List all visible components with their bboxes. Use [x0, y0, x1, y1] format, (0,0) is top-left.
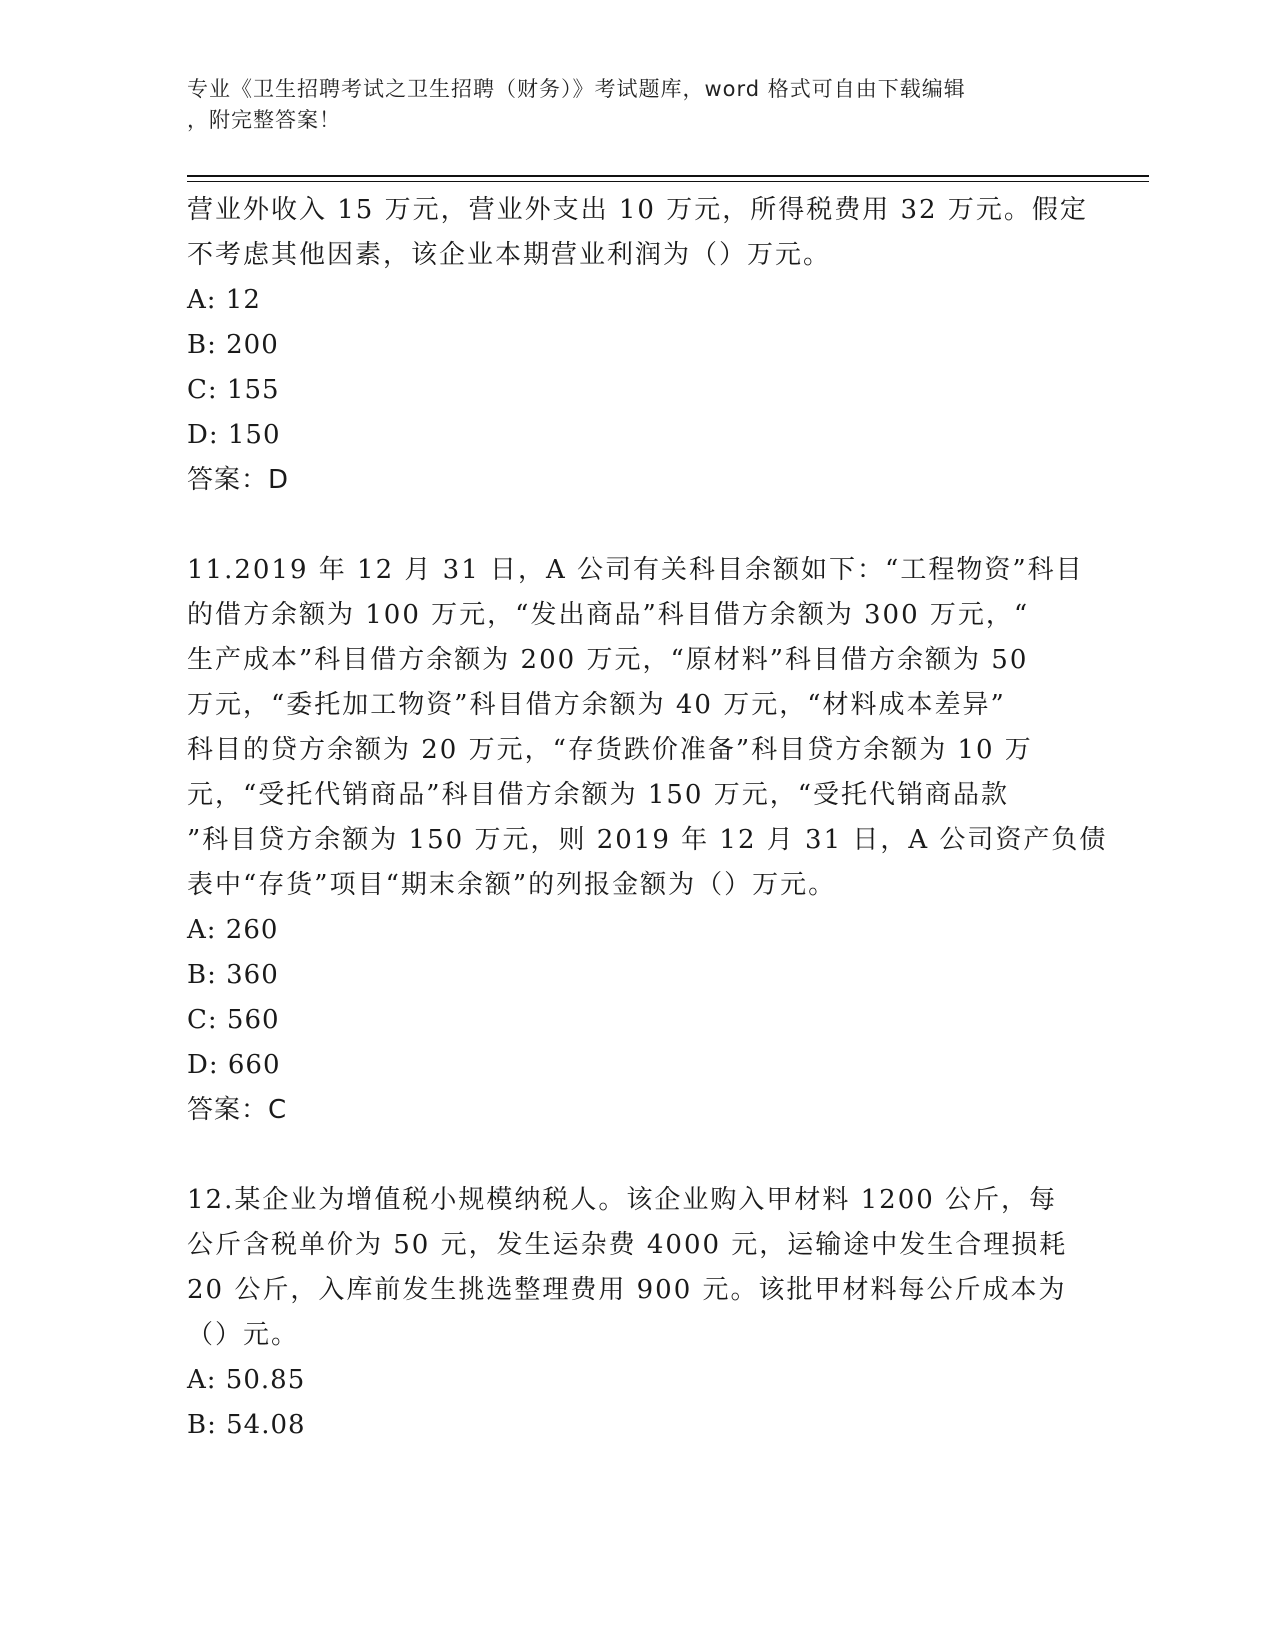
question-text-line: 11.2019 年 12 月 31 日，A 公司有关科目余额如下：“工程物资”科目: [187, 555, 1084, 585]
option-a: A: 50.85: [187, 1365, 306, 1395]
answer-label: 答案：C: [187, 1095, 288, 1125]
question-text-line: 公斤含税单价为 50 元，发生运杂费 4000 元，运输途中发生合理损耗: [187, 1230, 1068, 1260]
question-12: [187, 1178, 1067, 1448]
option-d: D: 150: [187, 420, 281, 450]
option-b: B: 360: [187, 960, 279, 990]
question-text-line: 科目的贷方余额为 20 万元，“存货跌价准备”科目贷方余额为 10 万: [187, 735, 1033, 765]
option-a: A: 260: [187, 915, 279, 945]
spacer: [187, 1133, 1067, 1178]
document-header: [187, 74, 1067, 136]
question-text-line: 表中“存货”项目“期末余额”的列报金额为（）万元。: [187, 870, 837, 900]
question-text-line: ”科目贷方余额为 150 万元，则 2019 年 12 月 31 日，A 公司资产负债: [187, 825, 1108, 855]
question-text-line: （）元。: [187, 1320, 300, 1350]
question-text-line: 营业外收入 15 万元，营业外支出 10 万元，所得税费用 32 万元。假定: [187, 195, 1088, 225]
option-b: B: 200: [187, 330, 279, 360]
question-11: [187, 548, 1108, 1133]
question-text-line: 20 公斤，入库前发生挑选整理费用 900 元。该批甲材料每公斤成本为: [187, 1275, 1067, 1305]
spacer: [187, 503, 1067, 548]
header-title-line: 专业《卫生招聘考试之卫生招聘（财务）》考试题库，word 格式可自由下载编辑: [187, 77, 966, 101]
question-text-line: 12.某企业为增值税小规模纳税人。该企业购入甲材料 1200 公斤，每: [187, 1185, 1058, 1215]
header-divider: [187, 175, 1149, 182]
question-text-line: 不考虑其他因素，该企业本期营业利润为（）万元。: [187, 240, 832, 270]
option-a: A: 12: [187, 285, 261, 315]
question-10: [187, 188, 1088, 503]
option-b: B: 54.08: [187, 1410, 306, 1440]
question-content: [187, 188, 1108, 1448]
question-text-line: 生产成本”科目借方余额为 200 万元，“原材料”科目借方余额为 50: [187, 645, 1029, 675]
option-c: C: 155: [187, 375, 280, 405]
question-text-line: 万元，“委托加工物资”科目借方余额为 40 万元，“材料成本差异”: [187, 690, 1006, 720]
option-c: C: 560: [187, 1005, 280, 1035]
answer-label: 答案：D: [187, 465, 290, 495]
option-d: D: 660: [187, 1050, 281, 1080]
question-text-line: 的借方余额为 100 万元，“发出商品”科目借方余额为 300 万元，“: [187, 600, 1030, 630]
question-text-line: 元，“受托代销商品”科目借方余额为 150 万元，“受托代销商品款: [187, 780, 1010, 810]
header-title-line-continued: ，附完整答案！: [187, 108, 341, 132]
